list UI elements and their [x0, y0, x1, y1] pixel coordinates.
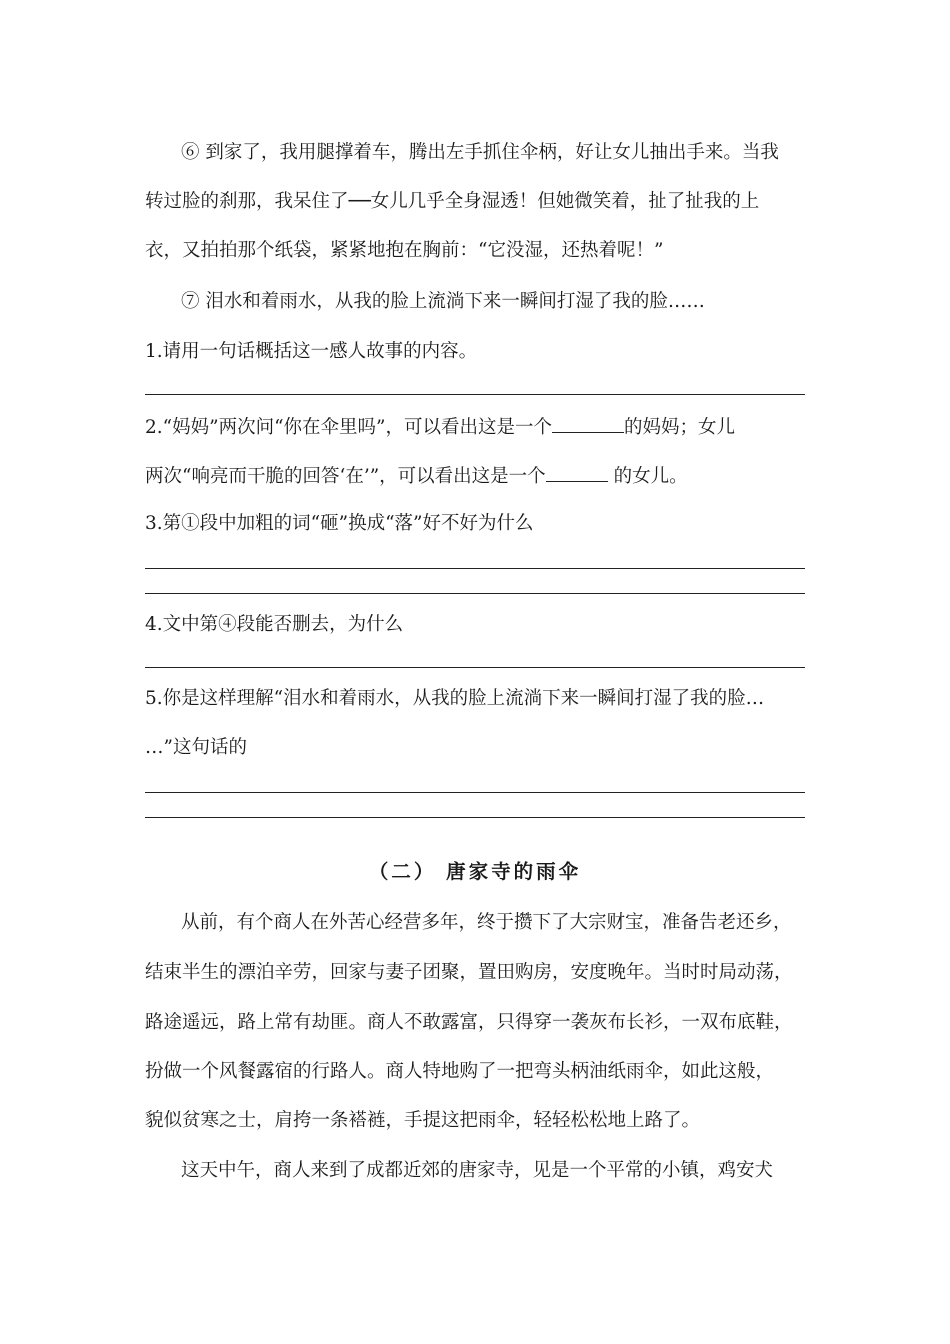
q2-text-a: 2.“妈妈”两次问“你在伞里吗”，可以看出这是一个: [145, 417, 552, 438]
s2-para1-line3: 路途遥远，路上常有劫匪。商人不敢露富，只得穿一袭灰布长衫，一双布底鞋，: [145, 1012, 793, 1033]
answer-line-q3-1[interactable]: [145, 568, 805, 569]
s2-para2-line1: 这天中午，商人来到了成都近郊的唐家寺，见是一个平常的小镇，鸡安犬: [181, 1160, 774, 1181]
question-5-line1: 5.你是这样理解“泪水和着雨水，从我的脸上流淌下来一瞬间打湿了我的脸…: [145, 688, 765, 709]
question-5-line2: …”这句话的: [145, 737, 247, 758]
question-4: 4.文中第④段能否删去，为什么: [145, 614, 404, 635]
question-2-line1: [145, 412, 805, 441]
section-title: （二） 唐家寺的雨伞: [368, 860, 582, 883]
answer-line-q4[interactable]: [145, 667, 805, 668]
para7: ⑦ 泪水和着雨水，从我的脸上流淌下来一瞬间打湿了我的脸……: [181, 291, 705, 312]
q2-text-d: 的女儿。: [607, 466, 688, 487]
s2-para1-line5: 貌似贫寒之士，肩挎一条褡裢，手提这把雨伞，轻轻松松地上路了。: [145, 1110, 701, 1131]
s2-para1-line2: 结束半生的漂泊辛劳，回家与妻子团聚，置田购房，安度晚年。当时时局动荡，: [145, 962, 793, 983]
para6-line1: ⑥ 到家了，我用腿撑着车，腾出左手抓住伞柄，好让女儿抽出手来。当我: [181, 142, 779, 163]
s2-para1-line4: 扮做一个风餐露宿的行路人。商人特地购了一把弯头柄油纸雨伞，如此这般，: [145, 1061, 775, 1082]
answer-line-q1[interactable]: [145, 394, 805, 395]
question-2-line2: [145, 461, 805, 490]
answer-line-q3-2[interactable]: [145, 593, 805, 594]
answer-line-q5-1[interactable]: [145, 792, 805, 793]
blank-mother-trait[interactable]: [552, 412, 624, 433]
para6-line2: 转过脸的刹那，我呆住了──女儿几乎全身湿透！但她微笑着，扯了扯我的上: [145, 191, 760, 212]
blank-daughter-trait[interactable]: [546, 461, 608, 482]
question-1: 1.请用一句话概括这一感人故事的内容。: [145, 341, 478, 362]
q2-text-c: 两次“响亮而干脆的回答‘在’”，可以看出这是一个: [145, 466, 546, 487]
question-3: 3.第①段中加粗的词“砸”换成“落”好不好为什么: [145, 513, 534, 534]
s2-para1-line1: 从前，有个商人在外苦心经营多年，终于攒下了大宗财宝，准备告老还乡，: [181, 912, 792, 933]
q2-text-b: 的妈妈；女儿: [623, 417, 735, 438]
answer-line-q5-2[interactable]: [145, 817, 805, 818]
para6-line3: 衣，又拍拍那个纸袋，紧紧地抱在胸前：“它没湿，还热着呢！”: [145, 240, 664, 261]
